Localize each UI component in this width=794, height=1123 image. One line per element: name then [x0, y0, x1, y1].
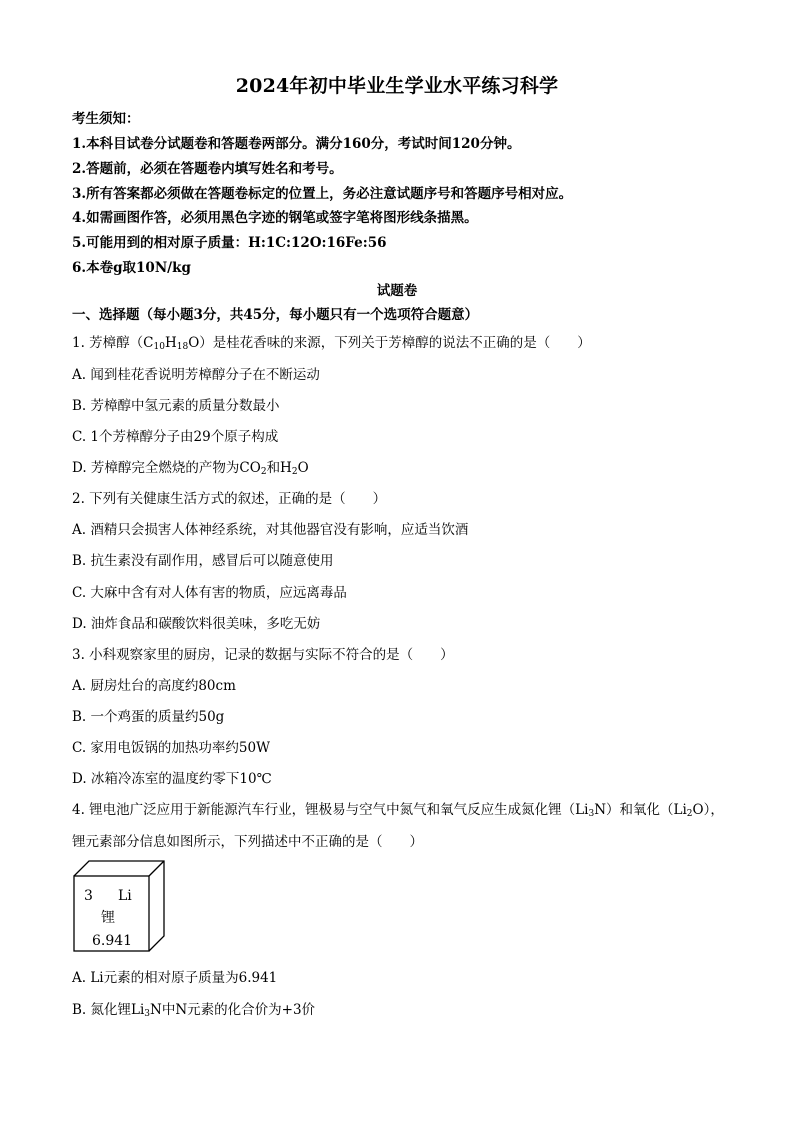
- q2-option-a: A. 酒精只会损害人体神经系统，对其他器官没有影响，应适当饮酒: [72, 522, 469, 538]
- section-label: 试题卷: [376, 283, 418, 299]
- q4-stem-line1: 4. 锂电池广泛应用于新能源汽车行业，锂极易与空气中氮气和氧气反应生成氮化锂$(Li_3N)$和氧化$(Li_2O)$，: [72, 802, 724, 819]
- notice-item-6: 6.本卷g取10N/kg: [72, 260, 191, 276]
- notice-item-3: 3.所有答案都必须做在答题卷标定的位置上，务必注意试题序号和答题序号相对应。: [72, 186, 573, 202]
- atomic-mass: 6.941: [92, 933, 133, 949]
- q2-stem: 2. 下列有关健康生活方式的叙述，正确的是（ ）: [72, 491, 387, 507]
- notice-item-5: 5.可能用到的相对原子质量：H:1C:12O:16Fe:56: [72, 235, 387, 251]
- q1-option-b: B. 芳樟醇中氢元素的质量分数最小: [72, 398, 280, 414]
- q3-option-c: C. 家用电饭锅的加热功率约50W: [72, 740, 270, 756]
- q2-option-d: D. 油炸食品和碳酸饮料很美味，多吃无妨: [72, 616, 321, 632]
- q1-option-d: D. 芳樟醇完全燃烧的产物为$CO_2$和$H_2O$: [72, 460, 309, 477]
- notice-item-2: 2.答题前，必须在答题卷内填写姓名和考号。: [72, 161, 343, 177]
- notice-item-1: 1.本科目试卷分试题卷和答题卷两部分。满分160分，考试时间120分钟。: [72, 136, 521, 152]
- notice-heading: 考生须知：: [72, 111, 140, 127]
- q2-option-b: B. 抗生素没有副作用，感冒后可以随意使用: [72, 553, 334, 569]
- q1-stem: 1. 芳樟醇$(C_{10}H_{18}O)$是桂花香味的来源，下列关于芳樟醇的说法不正确的是（ ）: [72, 335, 591, 352]
- q3-stem: 3. 小科观察家里的厨房，记录的数据与实际不符合的是（ ）: [72, 647, 454, 663]
- atomic-number: 3: [84, 888, 93, 904]
- q2-option-c: C. 大麻中含有对人体有害的物质，应远离毒品: [72, 585, 347, 601]
- part1-heading: 一、选择题（每小题3分，共45分，每小题只有一个选项符合题意）: [72, 307, 479, 323]
- q1-option-c: C. 1个芳樟醇分子由29个原子构成: [72, 429, 279, 445]
- q4-option-b: B. 氮化锂$Li_3N$中N元素的化合价为+3价: [72, 1002, 316, 1019]
- lithium-element-card: [73, 860, 165, 952]
- notice-item-4: 4.如需画图作答，必须用黑色字迹的钢笔或签字笔将图形线条描黑。: [72, 210, 478, 226]
- q3-option-b: B. 一个鸡蛋的质量约50g: [72, 709, 225, 725]
- page-title: 2024年初中毕业生学业水平练习科学: [235, 75, 559, 97]
- element-name: 锂: [101, 910, 115, 926]
- element-symbol: Li: [118, 888, 132, 904]
- q3-option-d: D. 冰箱冷冻室的温度约零下10℃: [72, 771, 272, 787]
- q3-option-a: A. 厨房灶台的高度约80cm: [72, 678, 236, 694]
- q1-option-a: A. 闻到桂花香说明芳樟醇分子在不断运动: [72, 367, 320, 383]
- q4-option-a: A. Li元素的相对原子质量为6.941: [72, 970, 278, 986]
- q4-stem-line2: 锂元素部分信息如图所示，下列描述中不正确的是（ ）: [72, 834, 423, 850]
